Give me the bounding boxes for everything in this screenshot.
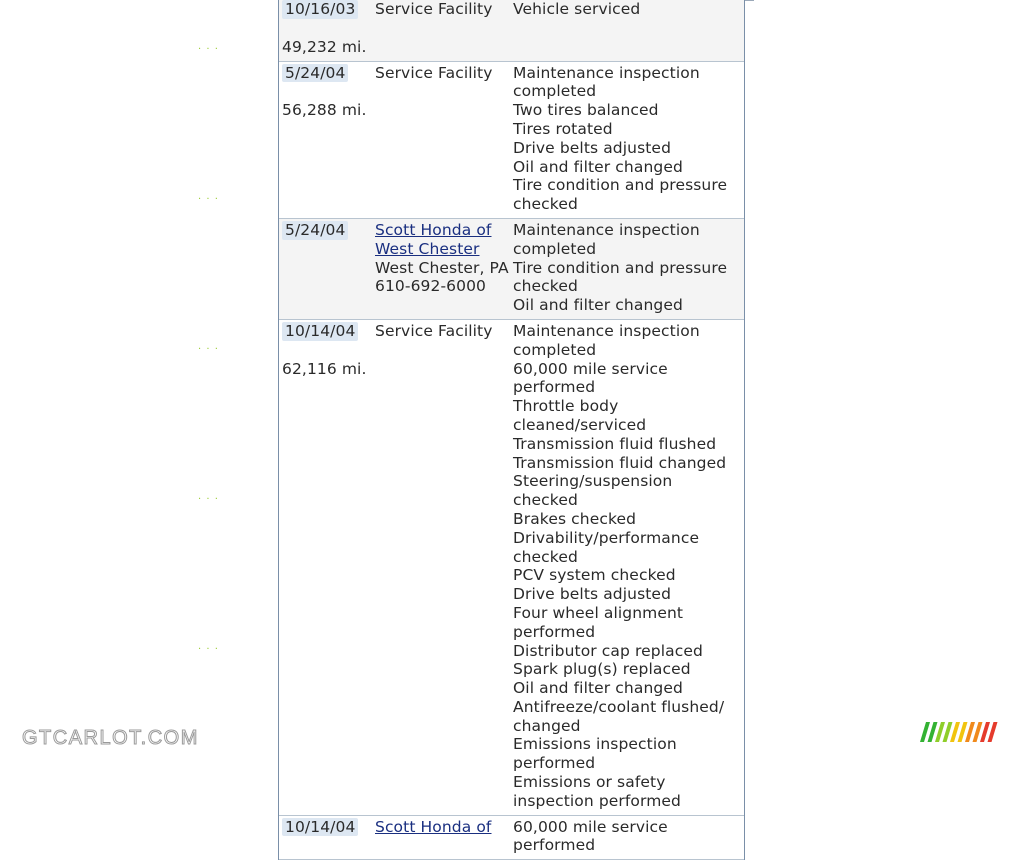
detail-item: Emissions or safety inspection performed [513, 773, 681, 810]
service-record-row [279, 62, 744, 219]
dealer-link[interactable]: Scott Honda of [375, 817, 492, 836]
detail-item: Brakes checked [513, 509, 637, 528]
source-line: Service Facility [375, 63, 493, 82]
record-date: 5/24/04 [282, 221, 348, 240]
detail-item: Drive belts adjusted [513, 585, 672, 604]
record-date-cell [279, 320, 375, 815]
gtcarlot-watermark: GTCARLOT.COM [22, 727, 199, 749]
detail-item: Maintenance inspection completed [513, 321, 700, 359]
record-source-cell [375, 320, 513, 815]
dealer-link[interactable]: Scott Honda of West Chester [375, 220, 492, 258]
detail-item: Spark plug(s) replaced [513, 660, 691, 679]
service-record-row [279, 816, 744, 860]
detail-item: Steering/suspension checked [513, 472, 673, 510]
detail-item: Drivability/performance checked [513, 528, 700, 566]
record-source-cell [375, 62, 513, 218]
detail-item: Vehicle serviced [513, 0, 641, 18]
record-mileage: 49,232 mi. [282, 37, 367, 56]
record-details-cell [513, 219, 744, 319]
record-details-cell [513, 320, 744, 815]
record-source-cell [375, 816, 513, 860]
detail-item: 60,000 mile service performed [513, 817, 668, 855]
record-date: 5/24/04 [282, 64, 348, 83]
vehicle-history-table [278, 0, 745, 860]
record-date: 10/14/04 [282, 818, 358, 837]
decorative-dots: · · · [198, 494, 219, 505]
record-details-cell [513, 62, 744, 218]
detail-item: Antifreeze/coolant flushed/ changed [513, 697, 725, 735]
detail-item: Transmission fluid flushed [513, 434, 717, 453]
detail-item: Transmission fluid changed [513, 453, 727, 472]
source-line: Service Facility [375, 0, 493, 18]
decorative-dots: · · · [198, 644, 219, 655]
source-line: West Chester, PA [375, 258, 509, 277]
record-source-cell [375, 0, 513, 61]
detail-item: Tire condition and pressure checked [513, 176, 728, 214]
gtcarlot-logo-icon [920, 722, 998, 742]
source-line: Service Facility [375, 321, 493, 340]
record-details-cell [513, 816, 744, 860]
detail-item: Four wheel alignment performed [513, 603, 684, 641]
detail-item: Emissions inspection performed [513, 735, 677, 773]
decorative-dots: · · · [198, 44, 219, 55]
detail-item: 60,000 mile service performed [513, 359, 668, 397]
record-date-cell [279, 816, 375, 860]
source-line: 610-692-6000 [375, 277, 487, 296]
service-record-row [279, 320, 744, 816]
detail-item: Drive belts adjusted [513, 138, 672, 157]
detail-item: PCV system checked [513, 566, 676, 585]
record-details-cell [513, 0, 744, 61]
record-mileage: 62,116 mi. [282, 359, 367, 378]
detail-item: Tires rotated [513, 119, 613, 138]
record-date-cell [279, 0, 375, 61]
service-record-row [279, 219, 744, 320]
record-mileage: 56,288 mi. [282, 101, 367, 120]
detail-item: Oil and filter changed [513, 157, 683, 176]
service-record-row [279, 0, 744, 62]
record-date: 10/16/03 [282, 0, 358, 19]
decorative-dots: · · · [198, 194, 219, 205]
detail-item: Maintenance inspection completed [513, 220, 700, 258]
record-date-cell [279, 62, 375, 218]
decorative-dots: · · · [198, 344, 219, 355]
record-date-cell [279, 219, 375, 319]
detail-item: Distributor cap replaced [513, 641, 703, 660]
detail-item: Throttle body cleaned/serviced [513, 397, 647, 434]
record-date: 10/14/04 [282, 322, 358, 341]
detail-item: Maintenance inspection completed [513, 63, 700, 101]
detail-item: Two tires balanced [513, 101, 659, 120]
detail-item: Oil and filter changed [513, 296, 683, 315]
detail-item: Oil and filter changed [513, 679, 683, 698]
record-source-cell [375, 219, 513, 319]
detail-item: Tire condition and pressure checked [513, 258, 728, 296]
